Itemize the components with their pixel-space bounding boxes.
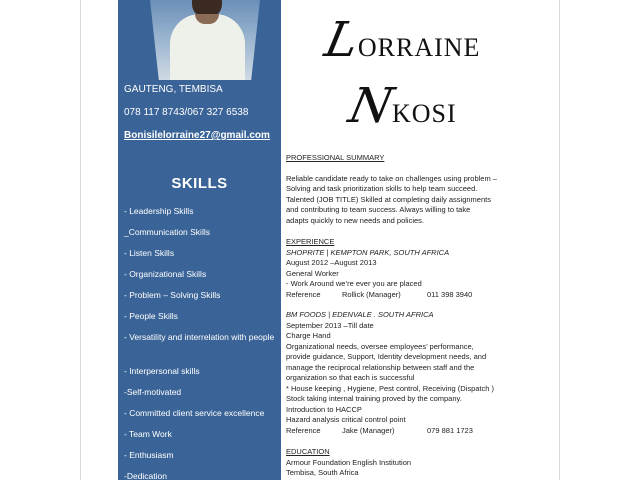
skill-item: - Team Work <box>124 429 172 439</box>
job-line: * House keeping , Hygiene, Pest control, Receiving (Dispatch ) <box>286 383 495 393</box>
skill-item: - Committed client service excellence <box>124 408 265 418</box>
skill-item: -Self-motivated <box>124 387 182 397</box>
job-line: manage the reciprocal relationship between staff and the <box>286 362 475 372</box>
skill-item: - Organizational Skills <box>124 269 207 279</box>
skill-item: - Listen Skills <box>124 248 175 258</box>
first-name-rest: ORRAINE <box>357 33 481 62</box>
last-name-initial: N <box>344 78 398 134</box>
job-reference <box>286 290 516 301</box>
job-line: September 2013 –Till date <box>286 320 374 330</box>
first-name-initial: L <box>320 12 364 68</box>
summary-line: Solving and task prioritization skills to help team succeed. <box>286 184 478 193</box>
summary-line: adapts quickly to new needs and policies. <box>286 215 425 225</box>
skill-item: - People Skills <box>124 311 178 321</box>
summary-line: Talented (JOB TITLE) Skilled at completing daily assignments <box>286 194 491 204</box>
sidebar <box>118 0 281 480</box>
job-line: General Worker <box>286 268 339 278</box>
skill-item: _Communication Skills <box>124 227 210 237</box>
last-name <box>344 78 457 134</box>
reference-label: Reference <box>286 289 321 299</box>
education-line: Tembisa, South Africa <box>286 468 359 477</box>
skill-item: - Enthusiasm <box>124 450 174 460</box>
profile-photo <box>150 0 260 80</box>
experience-job-2 <box>286 310 516 436</box>
summary-line: and contributing to team success. Always willing to take <box>286 205 471 214</box>
summary-heading: PROFESSIONAL SUMMARY <box>286 153 385 162</box>
location-text: GAUTENG, TEMBISA <box>124 84 223 95</box>
skill-item: -Dedication <box>124 471 167 481</box>
job-line: Introduction to HACCP <box>286 404 362 414</box>
page-edge-left <box>80 0 81 480</box>
job-employer: SHOPRITE | KEMPTON PARK, SOUTH AFRICA <box>286 247 450 257</box>
summary-section <box>286 153 516 226</box>
experience-section <box>286 237 516 300</box>
job-employer: BM FOODS | EDENVALE . SOUTH AFRICA <box>286 310 434 319</box>
job-line: Hazard analysis critical control point <box>286 415 406 424</box>
reference-name: Rollick (Manager) <box>342 289 401 299</box>
job-line: Charge Hand <box>286 331 331 340</box>
education-heading: EDUCATION <box>286 447 330 456</box>
email-link[interactable]: Bonisilelorraine27@gmail.com <box>124 130 270 141</box>
summary-line: Reliable candidate ready to take on challenges using problem – <box>286 173 497 183</box>
experience-heading: EXPERIENCE <box>286 237 335 246</box>
reference-phone: 079 881 1723 <box>427 425 473 435</box>
job-line: organization so that each is successful <box>286 373 415 382</box>
reference-label: Reference <box>286 425 321 435</box>
skills-title: SKILLS <box>171 175 228 192</box>
job-line: - Work Around we’re ever you are placed <box>286 279 422 288</box>
skill-item: - Leadership Skills <box>124 206 194 216</box>
job-line: August 2012 –August 2013 <box>286 258 377 267</box>
job-line: Stock taking internal training proved by the company. <box>286 394 462 403</box>
reference-phone: 011 398 3940 <box>427 289 473 299</box>
education-line: Armour Foundation English Institution <box>286 457 412 467</box>
education-section <box>286 447 516 479</box>
skill-item: - Problem – Solving Skills <box>124 290 221 300</box>
page-edge-right <box>559 0 560 480</box>
skill-item: - Interpersonal skills <box>124 366 200 376</box>
first-name <box>320 12 481 68</box>
skill-item: - Versatility and interrelation with people <box>124 332 275 342</box>
job-reference <box>286 426 516 437</box>
job-line: Organizational needs, oversee employees’ performance, <box>286 341 474 351</box>
reference-name: Jake (Manager) <box>342 425 395 435</box>
job-line: provide guidance, Support, Identity development needs, and <box>286 352 487 361</box>
last-name-rest: KOSI <box>392 99 457 128</box>
phone-text: 078 117 8743/067 327 6538 <box>124 107 249 118</box>
